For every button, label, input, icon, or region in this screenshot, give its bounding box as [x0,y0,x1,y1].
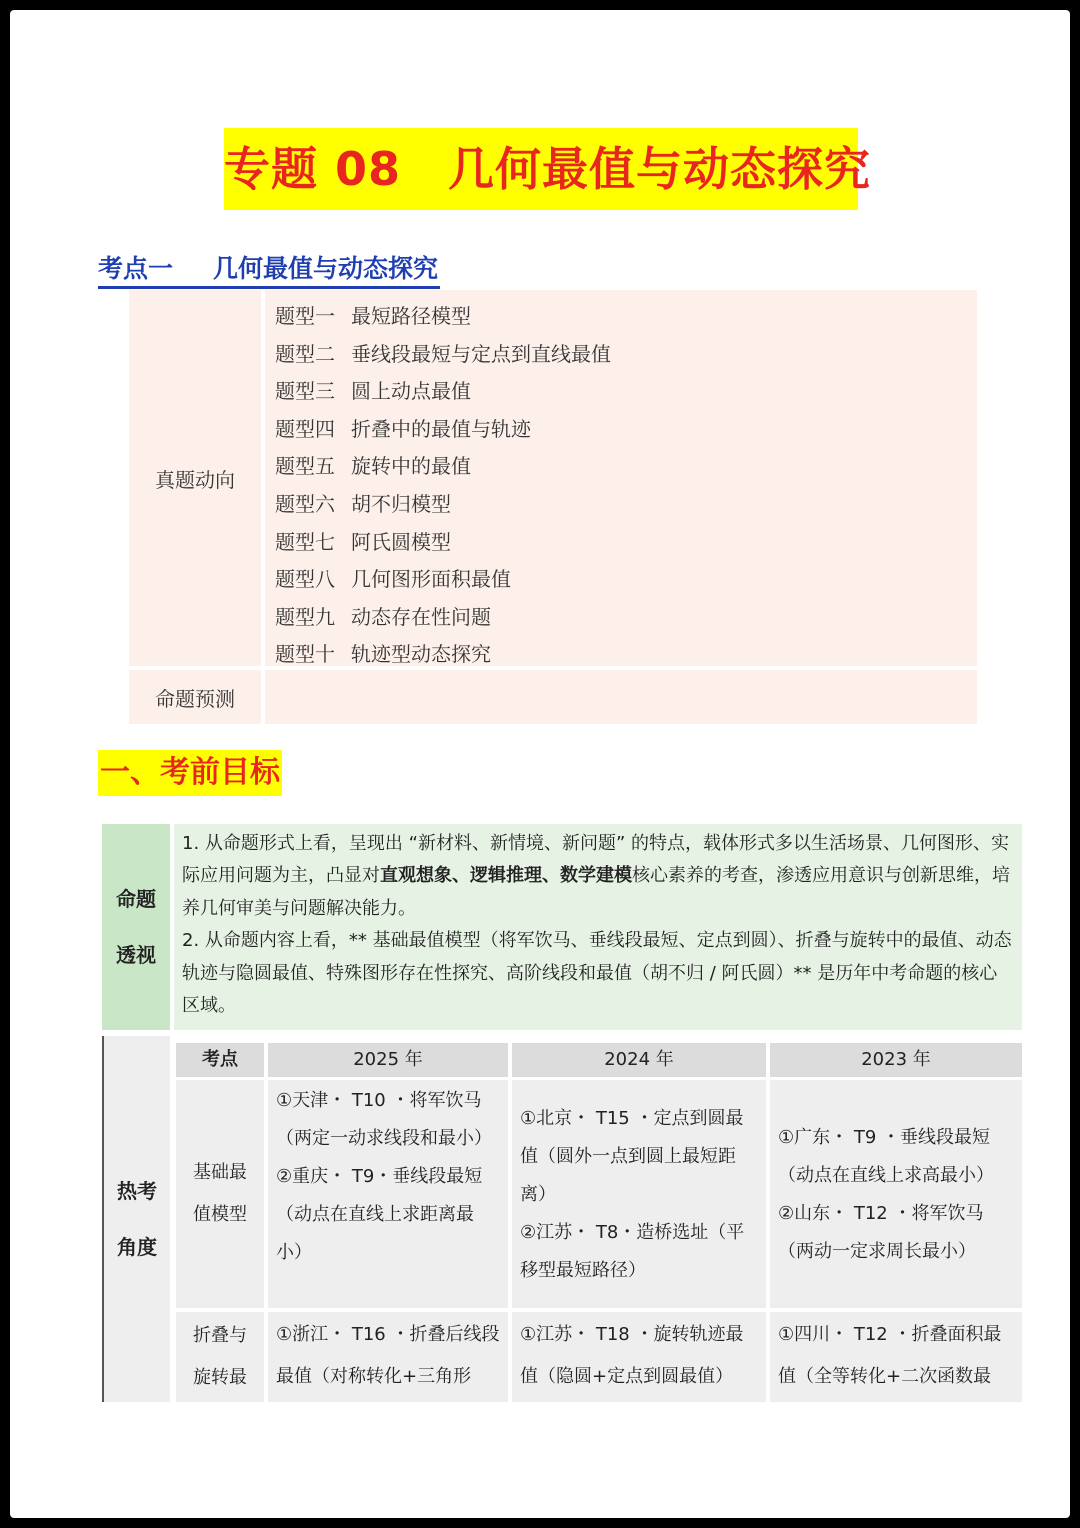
question-type-item: 题型八 几何图形面积最值 [275,567,511,592]
overview-row-label-prediction: 命题预测 [129,670,261,724]
header-2025: 2025 年 [268,1043,508,1077]
document-page [10,10,1070,1518]
question-type-item: 题型四 折叠中的最值与轨迹 [275,416,531,441]
question-type-item: 题型六 胡不归模型 [275,491,451,516]
kaodian-number: 考点一 [98,254,174,283]
header-2024: 2024 年 [512,1043,766,1077]
kaodian-heading [98,252,440,289]
hot-angle-label: 热考 角度 [102,1036,170,1402]
section-title: 一、考前目标 [98,750,282,796]
cell-2023-basic: ①广东・ T9 ・垂线段最短（动点在直线上求高最小） ②山东・ T12 ・将军饮马（两动一定求周长最小） [770,1080,1022,1308]
row-label-basic-models: 基础最 值模型 [176,1080,264,1308]
question-type-item: 题型七 阿氏圆模型 [275,529,451,554]
question-type-item: 题型二 垂线段最短与定点到直线最值 [275,341,611,366]
question-type-item: 题型九 动态存在性问题 [275,604,491,629]
overview-types-cell [265,290,977,666]
question-type-item: 题型一 最短路径模型 [275,304,471,328]
cell-2024-fold: ①江苏・ T18 ・旋转轨迹最值（隐圆+定点到圆最值） [512,1312,766,1402]
row-label-fold-rotate: 折叠与 旋转最 [176,1312,264,1402]
question-type-item: 题型十 轨迹型动态探究 [275,642,491,667]
perspective-paragraph-1: 1. 从命题形式上看，呈现出 “新材料、新情境、新问题” 的特点，载体形式多以生活场景、几何图形、实际应用问题为主，凸显对直观想象、逻辑推理、数学建模核心素养的考查，渗透应用意识与创新思维，培养几何审美与问题解决能力。 [182,833,1010,919]
cell-2025-fold: ①浙江・ T16 ・折叠后线段最值（对称转化+三角形 [268,1312,508,1402]
perspective-label: 命题 透视 [102,824,170,1030]
overview-row-label-trends: 真题动向 [129,290,261,666]
question-type-item: 题型三 圆上动点最值 [275,379,471,404]
question-type-item: 题型五 旋转中的最值 [275,454,471,479]
header-kaodian: 考点 [176,1043,264,1077]
overview-prediction-cell [265,670,977,724]
cell-2023-fold: ①四川・ T12 ・折叠面积最值（全等转化+二次函数最 [770,1312,1022,1402]
question-type-list [275,298,611,674]
perspective-paragraph-2: 2. 从命题内容上看，** 基础最值模型（将军饮马、垂线段最短、定点到圆）、折叠与旋转中的最值、动态轨迹与隐圆最值、特殊图形存在性探究、高阶线段和最值（胡不归 / 阿氏圆）** 是历年中考命题的核心区域。 [182,930,1012,1017]
cell-2024-basic: ①北京・ T15 ・定点到圆最值（圆外一点到圆上最短距离） ②江苏・ T8・造桥选址（平移型最短路径） [512,1080,766,1308]
header-2023: 2023 年 [770,1043,1022,1077]
kaodian-name: 几何最值与动态探究 [213,254,439,283]
page-title: 专题 08 几何最值与动态探究 [224,128,858,210]
cell-2025-basic: ①天津・ T10 ・将军饮马（两定一动求线段和最小） ②重庆・ T9・垂线段最短（动点在直线上求距离最小） [268,1080,508,1308]
perspective-text [174,824,1022,1030]
